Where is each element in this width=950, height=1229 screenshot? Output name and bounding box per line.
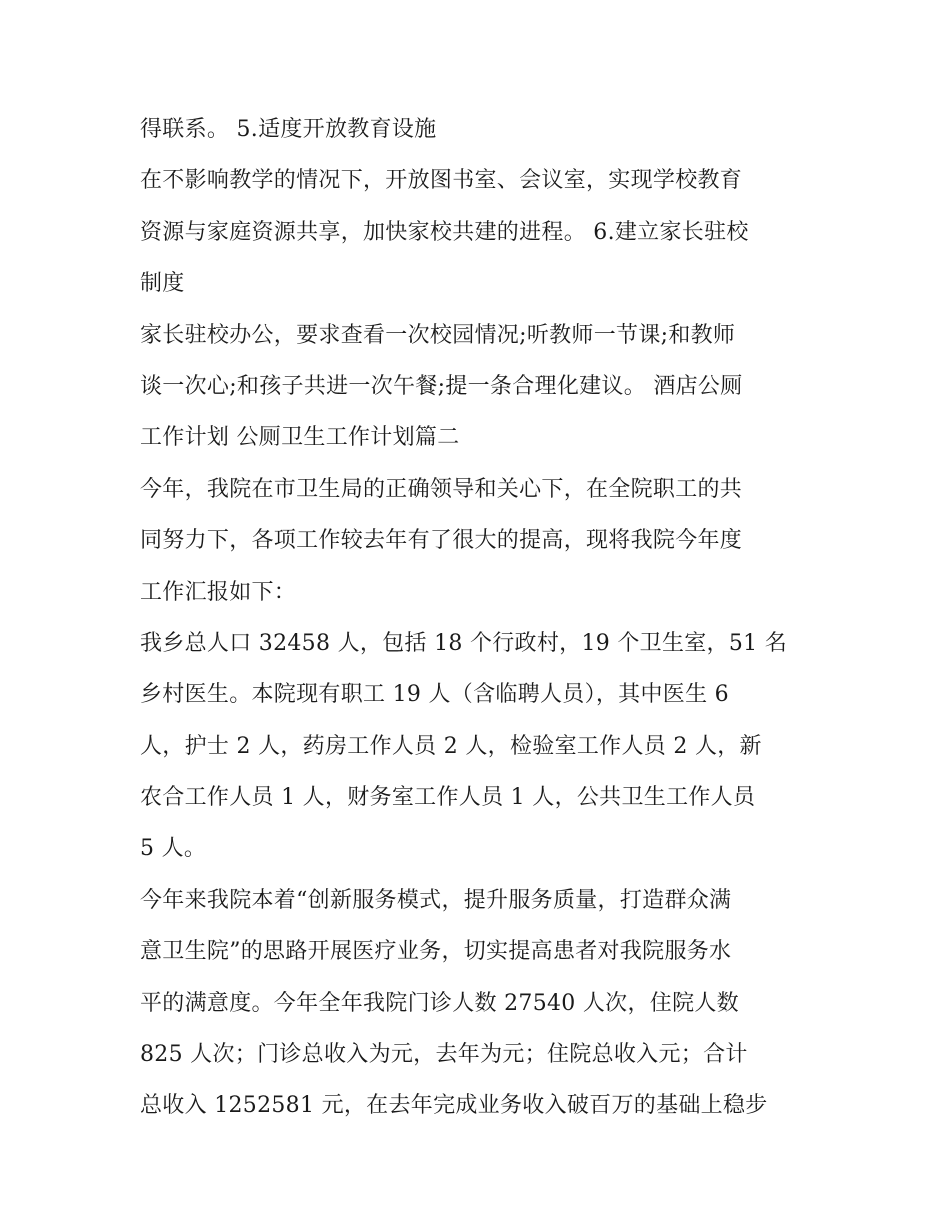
text-line: 总收入 1252581 元，在去年完成业务收入破百万的基础上稳步 bbox=[140, 1093, 768, 1119]
text-line: 825 人次；门诊总收入为元，去年为元；住院总收入元；合计 bbox=[140, 1042, 748, 1068]
text-line: 农合工作人员 1 人，财务室工作人员 1 人，公共卫生工作人员 bbox=[140, 785, 756, 811]
text-line: 资源与家庭资源共享，加快家校共建的进程。 6.建立家长驻校 bbox=[140, 219, 749, 245]
text-line: 人，护士 2 人，药房工作人员 2 人，检验室工作人员 2 人，新 bbox=[140, 733, 762, 759]
text-line: 工作汇报如下： bbox=[140, 579, 297, 605]
text-line: 今年，我院在市卫生局的正确领导和关心下，在全院职工的共 bbox=[140, 476, 743, 502]
text-line: 同努力下，各项工作较去年有了很大的提高，现将我院今年度 bbox=[140, 528, 743, 554]
text-line: 今年来我院本着“创新服务模式，提升服务质量，打造群众满 bbox=[140, 887, 732, 913]
text-line: 意卫生院”的思路开展医疗业务，切实提高患者对我院服务水 bbox=[140, 939, 732, 965]
text-line: 谈一次心;和孩子共进一次午餐;提一条合理化建议。 酒店公厕 bbox=[140, 373, 743, 399]
text-line: 平的满意度。今年全年我院门诊人数 27540 人次，住院人数 bbox=[140, 990, 739, 1016]
text-line: 5 人。 bbox=[140, 836, 207, 862]
text-line: 得联系。 5.适度开放教育设施 bbox=[140, 117, 437, 142]
text-line: 家长驻校办公，要求查看一次校园情况;听教师一节课;和教师 bbox=[140, 322, 736, 348]
document-body bbox=[140, 104, 830, 1132]
text-line: 在不影响教学的情况下，开放图书室、会议室，实现学校教育 bbox=[140, 168, 743, 194]
text-line: 制度 bbox=[140, 271, 185, 297]
text-line: 我乡总人口 32458 人，包括 18 个行政村，19 个卫生室，51 名 bbox=[140, 630, 788, 656]
text-line: 工作计划 公厕卫生工作计划篇二 bbox=[140, 425, 460, 451]
text-line: 乡村医生。本院现有职工 19 人（含临聘人员），其中医生 6 bbox=[140, 682, 729, 708]
